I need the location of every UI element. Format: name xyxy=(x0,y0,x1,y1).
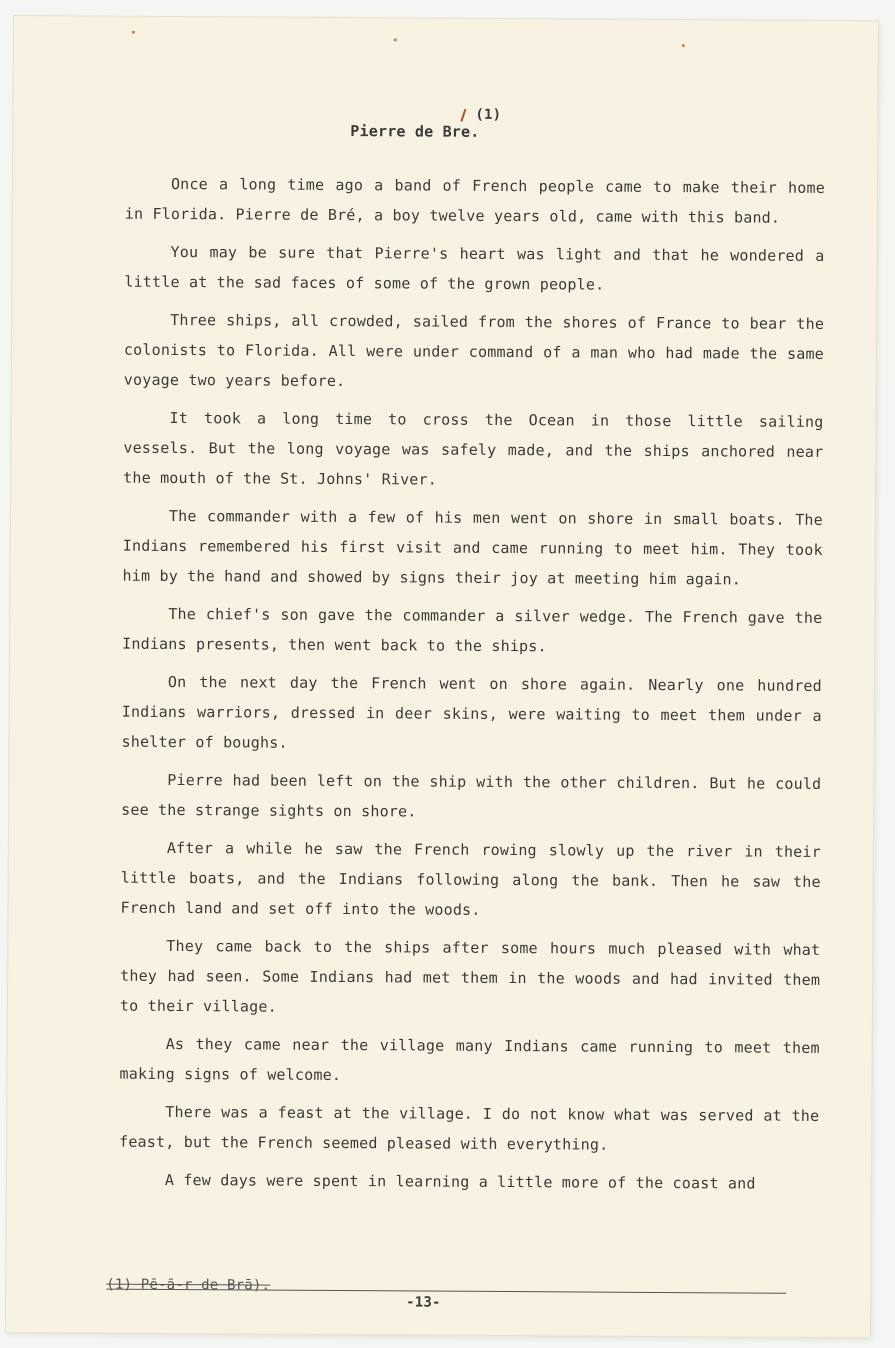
body-text xyxy=(119,169,825,1207)
paragraph: It took a long time to cross the Ocean in those little sailing vessels. But the long voyage was safely made, and the ships anchored near the mouth of the St. Johns' River. xyxy=(123,408,824,489)
paragraph: A few days were spent in learning a little more of the coast and xyxy=(164,1170,756,1193)
paragraph: The chief's son gave the commander a silver wedge. The French gave the Indians presents, then went back to the ships. xyxy=(122,604,823,656)
paragraph: Three ships, all crowded, sailed from the shores of France to bear the colonists to Florida. All were under command of a man who had made the same voyage two years before. xyxy=(123,310,825,391)
page-number: -13- xyxy=(406,1294,441,1311)
paper-speck xyxy=(132,31,135,34)
paragraph: Once a long time ago a band of French people came to make their home in Florida. Pierre de Bré, a boy twelve years old, came with this band. xyxy=(124,174,826,227)
document-page xyxy=(6,16,878,1337)
footnote: (1) Pē-ā-r de Brā). xyxy=(106,1276,271,1294)
page-title: Pierre de Bre. xyxy=(350,122,480,141)
paper-speck xyxy=(394,38,397,41)
paper-speck xyxy=(682,44,685,47)
paragraph: On the next day the French went on shore again. Nearly one hundred Indians warriors, dressed in deer skins, were waiting to meet them under a shelter of boughs. xyxy=(121,672,822,752)
paragraph: You may be sure that Pierre's heart was light and that he wondered a little at the sad faces of some of the grown people. xyxy=(124,242,825,294)
paragraph: After a while he saw the French rowing slowly up the river in their little boats, and the Indians following along the bank. Then he saw the French land and set off into the woods. xyxy=(120,838,821,919)
title-footnote-marker: (1) xyxy=(475,106,502,123)
handwritten-mark xyxy=(460,109,466,122)
paragraph: The commander with a few of his men went on shore in small boats. The Indians remembered his first visit and came running to meet him. They took him by the hand and showed by signs their joy at meeting him again. xyxy=(122,506,823,589)
paragraph: There was a feast at the village. I do not know what was served at the feast, but the French seemed pleased with everything. xyxy=(119,1102,820,1154)
paragraph: Pierre had been left on the ship with the other children. But he could see the strange sights on shore. xyxy=(121,770,822,821)
paragraph: They came back to the ships after some hours much pleased with what they had seen. Some Indians had met them in the woods and had invited them to their village. xyxy=(119,936,821,1016)
paragraph: As they came near the village many Indians came running to meet them making signs of welcome. xyxy=(119,1034,820,1085)
